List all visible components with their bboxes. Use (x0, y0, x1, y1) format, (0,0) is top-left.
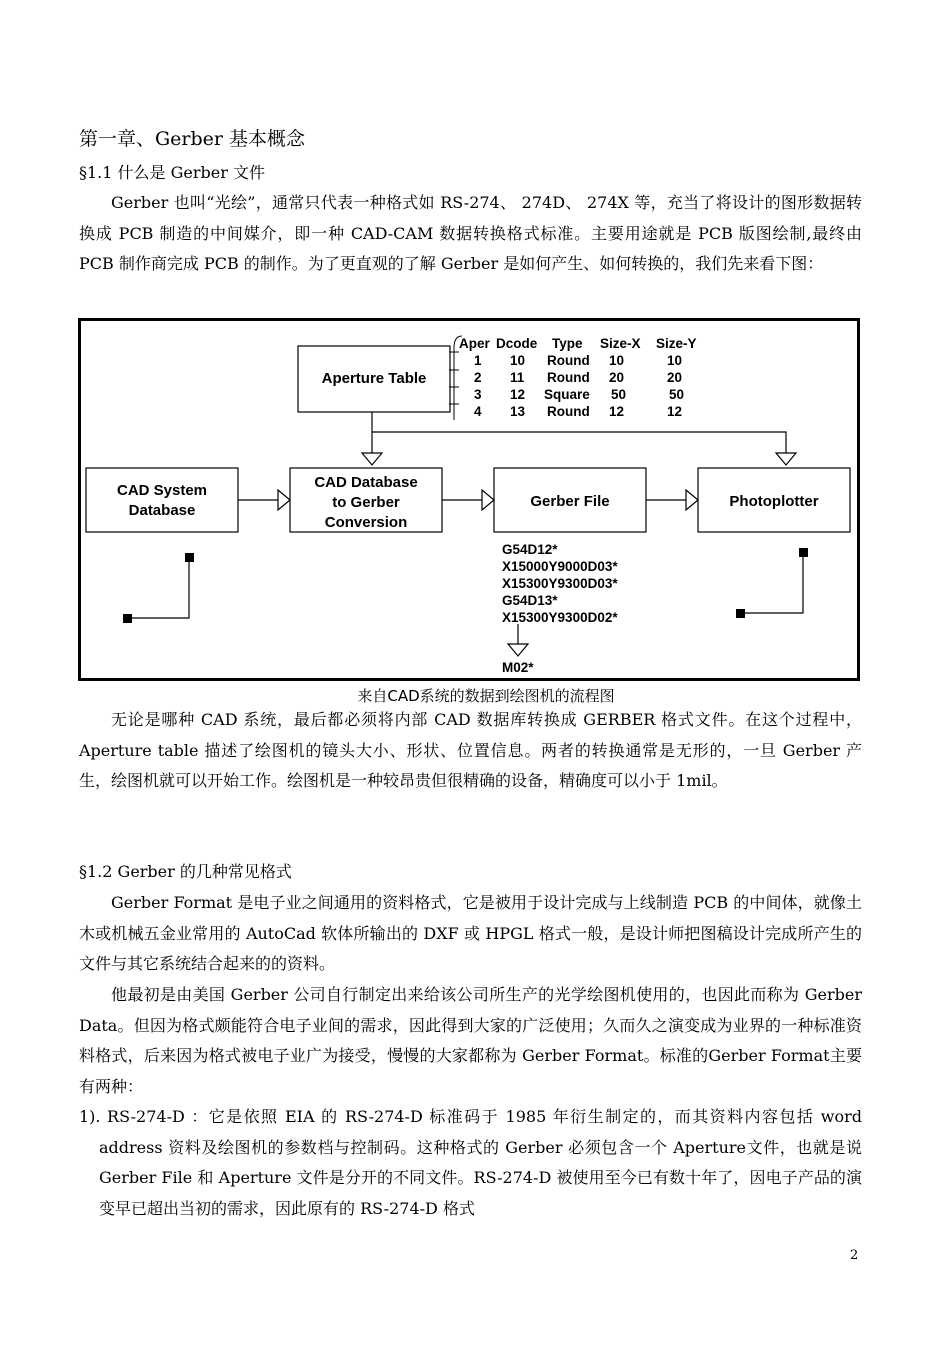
section-1-1-paragraph: Gerber 也叫“光绘”，通常只代表一种格式如 RS-274、 274D、 274X 等，充当了将设计的图形数据转换成 PCB 制造的中间媒介，即一种 CAD-CAM 数据转换格式标准。主要用途就是 PCB 版图绘制,最终由 PCB 制作商完成 PCB 的制作。为了更直观的了解 Gerber 是如何产生、如何转换的，我们先来看下图： (79, 193, 862, 273)
photoplotter-label: Photoplotter (729, 493, 819, 510)
table-cell: 50 (669, 387, 685, 402)
gerber-code-line: G54D13* (502, 593, 558, 608)
gerber-code-line: X15300Y9300D02* (502, 610, 618, 625)
gerber-end-code: M02* (502, 660, 534, 675)
gerber-file-label: Gerber File (530, 493, 610, 510)
section-1-1-title: §1.1 什么是 Gerber 文件 (79, 163, 265, 182)
gerber-code-line: X15000Y9000D03* (502, 559, 618, 574)
table-cell: 4 (474, 404, 482, 419)
pad-right-bottom (736, 609, 745, 618)
aperture-table-label: Aperture Table (321, 370, 427, 387)
table-cell: Round (547, 353, 590, 368)
table-cell: 50 (611, 387, 627, 402)
table-cell: Square (544, 387, 590, 402)
table-cell: 2 (474, 370, 482, 385)
table-cell: 12 (510, 387, 526, 402)
table-cell: 20 (609, 370, 625, 385)
table-header-dcode: Dcode (496, 336, 538, 351)
table-cell: 10 (510, 353, 526, 368)
gerber-code-line: G54D12* (502, 542, 558, 557)
pad-left-top (185, 553, 194, 562)
paragraph-after-diagram: 无论是哪种 CAD 系统，最后都必须将内部 CAD 数据库转换成 GERBER 格式文件。在这个过程中，Aperture table 描述了绘图机的镜头大小、形状、位置信息。两者的转换通常是无形的，一旦 Gerber 产生，绘图机就可以开始工作。绘图机是一种较昂贵但很精确的设备，精确度可以小于 1mil。 (79, 710, 862, 790)
pad-right-top (799, 548, 808, 557)
cad-database-label: CAD Database (314, 474, 418, 491)
diagram-caption-text: 来自CAD系统的数据到绘图机的流程图 (357, 687, 615, 705)
chapter-title: 第一章、Gerber 基本概念 (79, 128, 306, 150)
table-cell: 3 (474, 387, 482, 402)
table-cell: Round (547, 404, 590, 419)
page-number: 2 (850, 1248, 859, 1263)
section-1-2-paragraph-1: Gerber Format 是电子业之间通用的资料格式，它是被用于设计完成与上线制造 PCB 的中间体，就像土木或机械五金业常用的 AutoCad 软体所输出的 DXF 或 HPGL 格式一般，是设计师把图稿设计完成所产生的文件与其它系统结合起来的的资料。 (79, 893, 862, 973)
table-header-type: Type (552, 336, 583, 351)
pad-left-bottom (123, 614, 132, 623)
section-1-2-paragraph-2: 他最初是由美国 Gerber 公司自行制定出来给该公司所生产的光学绘图机使用的，也因此而称为 Gerber Data。但因为格式颇能符合电子业间的需求，因此得到大家的广泛使用；久而久之演变成为业界的一种标准资料格式，后来因为格式被电子业广为接受，慢慢的大家都称为 Gerber Format。标准的Gerber Format主要有两种： (79, 985, 862, 1096)
table-cell: 13 (510, 404, 526, 419)
cad-system-label: Database (128, 502, 196, 519)
table-cell: 12 (667, 404, 683, 419)
table-cell: 20 (667, 370, 683, 385)
table-header-sizex: Size-X (600, 336, 641, 351)
gerber-flow-diagram (78, 318, 860, 681)
table-cell: Round (547, 370, 590, 385)
cad-system-box (86, 468, 238, 532)
cad-database-label: to Gerber (332, 494, 400, 511)
table-cell: 12 (609, 404, 625, 419)
table-cell: 1 (474, 353, 482, 368)
gerber-code-line: X15300Y9300D03* (502, 576, 618, 591)
cad-system-label: CAD System (116, 482, 208, 499)
section-1-2-title: §1.2 Gerber 的几种常见格式 (79, 862, 292, 881)
table-cell: 10 (667, 353, 683, 368)
list-item-rs274d: 1). RS-274-D ：它是依照 EIA 的 RS-274-D 标准码于 1985 年衍生制定的，而其资料内容包括 word address 资料及绘图机的参数档与控制码。这种格式的 Gerber 必须包含一个 Aperture文件，也就是说 Gerber File 和 Aperture 文件是分开的不同文件。RS-274-D 被使用至今已有数十年了，因电子产品的演变早已超出当初的需求，因此原有的 RS-274-D 格式 (79, 1107, 862, 1218)
table-header-aper: Aper (459, 336, 490, 351)
cad-database-label: Conversion (324, 514, 408, 531)
table-header-sizey: Size-Y (656, 336, 697, 351)
diagram-caption (0, 686, 950, 706)
table-cell: 10 (609, 353, 625, 368)
table-cell: 11 (510, 370, 525, 385)
